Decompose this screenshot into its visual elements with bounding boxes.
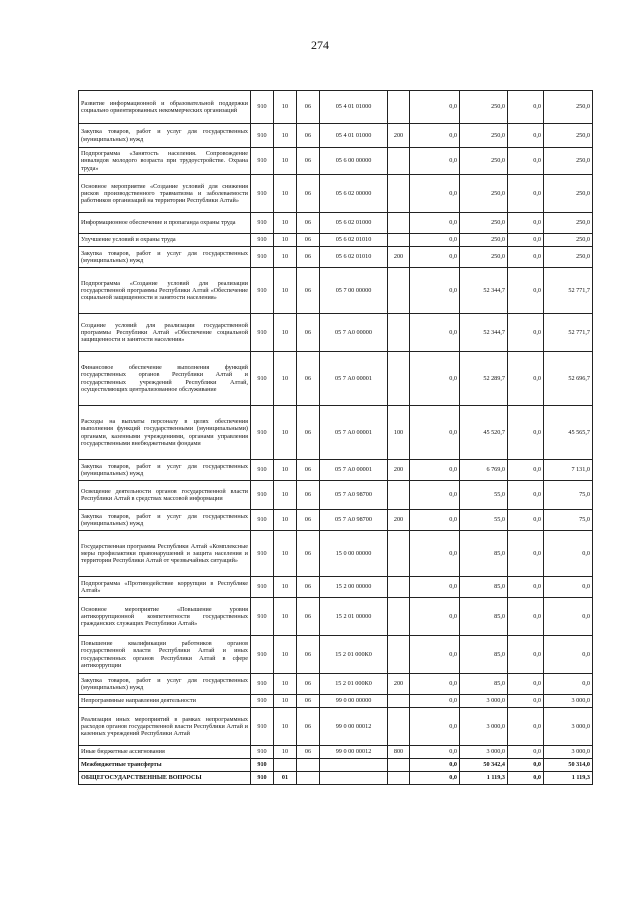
- cell-ved: 910: [251, 636, 274, 674]
- cell-pr: 06: [297, 708, 320, 746]
- cell-amount-3: 0,0: [508, 91, 544, 124]
- cell-ved: 910: [251, 91, 274, 124]
- cell-amount-4: 50 314,0: [544, 759, 593, 772]
- cell-amount-1: 0,0: [410, 598, 460, 636]
- cell-pr: 06: [297, 460, 320, 481]
- table-row: [79, 746, 593, 759]
- cell-csr: [320, 772, 388, 785]
- row-name: Непрограммные направления деятельности: [79, 695, 251, 708]
- cell-vr: [388, 91, 410, 124]
- cell-vr: [388, 531, 410, 577]
- cell-vr: [388, 708, 410, 746]
- cell-amount-4: 3 000,0: [544, 708, 593, 746]
- cell-amount-4: 52 771,7: [544, 314, 593, 352]
- table-row: [79, 352, 593, 406]
- cell-ved: 910: [251, 124, 274, 148]
- row-name: Государственная программа Республики Алтай «Комплексные меры профилактики правонарушений и защита населения и территории Республики Алтай от чрезвычайных ситуаций»: [79, 531, 251, 577]
- table-row: [79, 406, 593, 460]
- cell-rz: 10: [274, 460, 297, 481]
- cell-amount-4: 52 771,7: [544, 268, 593, 314]
- table-row: [79, 577, 593, 598]
- cell-rz: 10: [274, 510, 297, 531]
- cell-csr: 99 0 00 00012: [320, 708, 388, 746]
- cell-ved: 910: [251, 481, 274, 510]
- cell-pr: 06: [297, 268, 320, 314]
- cell-rz: 10: [274, 148, 297, 175]
- cell-pr: 06: [297, 531, 320, 577]
- cell-pr: 06: [297, 674, 320, 695]
- cell-vr: 200: [388, 124, 410, 148]
- cell-ved: 910: [251, 247, 274, 268]
- cell-csr: 05 7 А0 98700: [320, 510, 388, 531]
- cell-amount-1: 0,0: [410, 91, 460, 124]
- table-row: [79, 213, 593, 234]
- cell-pr: 06: [297, 598, 320, 636]
- cell-amount-2: 250,0: [460, 124, 508, 148]
- cell-amount-4: 75,0: [544, 510, 593, 531]
- cell-csr: 05 7 А0 00001: [320, 352, 388, 406]
- cell-amount-2: 1 119,3: [460, 772, 508, 785]
- cell-amount-2: 3 000,0: [460, 746, 508, 759]
- cell-pr: 06: [297, 577, 320, 598]
- cell-amount-4: 7 131,0: [544, 460, 593, 481]
- row-name: Закупка товаров, работ и услуг для государственных (муниципальных) нужд: [79, 124, 251, 148]
- cell-amount-3: 0,0: [508, 234, 544, 247]
- cell-amount-4: 45 565,7: [544, 406, 593, 460]
- cell-amount-1: 0,0: [410, 247, 460, 268]
- cell-amount-1: 0,0: [410, 124, 460, 148]
- cell-csr: 99 0 00 00012: [320, 746, 388, 759]
- cell-rz: 10: [274, 531, 297, 577]
- cell-amount-1: 0,0: [410, 708, 460, 746]
- table-row: [79, 460, 593, 481]
- cell-csr: 05 4 01 01000: [320, 91, 388, 124]
- cell-pr: 06: [297, 234, 320, 247]
- cell-amount-2: 45 520,7: [460, 406, 508, 460]
- cell-rz: 10: [274, 234, 297, 247]
- cell-pr: 06: [297, 314, 320, 352]
- cell-ved: 910: [251, 759, 274, 772]
- cell-vr: [388, 148, 410, 175]
- cell-rz: 01: [274, 772, 297, 785]
- cell-amount-3: 0,0: [508, 759, 544, 772]
- cell-csr: 05 6 02 00000: [320, 175, 388, 213]
- cell-vr: 800: [388, 746, 410, 759]
- cell-vr: [388, 234, 410, 247]
- cell-amount-1: 0,0: [410, 175, 460, 213]
- cell-csr: 15 2 01 000К0: [320, 674, 388, 695]
- cell-ved: 910: [251, 674, 274, 695]
- cell-vr: [388, 175, 410, 213]
- cell-amount-1: 0,0: [410, 406, 460, 460]
- row-name: Подпрограмма «Противодействие коррупции в Республике Алтай»: [79, 577, 251, 598]
- cell-rz: 10: [274, 577, 297, 598]
- cell-amount-3: 0,0: [508, 481, 544, 510]
- cell-csr: 05 7 А0 98700: [320, 481, 388, 510]
- cell-vr: [388, 695, 410, 708]
- cell-csr: [320, 759, 388, 772]
- cell-ved: 910: [251, 175, 274, 213]
- cell-ved: 910: [251, 510, 274, 531]
- cell-ved: 910: [251, 695, 274, 708]
- cell-amount-3: 0,0: [508, 314, 544, 352]
- cell-pr: 06: [297, 695, 320, 708]
- cell-csr: 15 0 00 00000: [320, 531, 388, 577]
- cell-csr: 15 2 01 000К0: [320, 636, 388, 674]
- cell-csr: 05 6 02 01000: [320, 213, 388, 234]
- cell-csr: 05 4 01 01000: [320, 124, 388, 148]
- cell-amount-4: 250,0: [544, 91, 593, 124]
- cell-amount-1: 0,0: [410, 695, 460, 708]
- cell-pr: 06: [297, 175, 320, 213]
- cell-amount-3: 0,0: [508, 746, 544, 759]
- cell-ved: 910: [251, 708, 274, 746]
- cell-amount-1: 0,0: [410, 746, 460, 759]
- cell-rz: 10: [274, 674, 297, 695]
- cell-rz: 10: [274, 708, 297, 746]
- cell-ved: 910: [251, 460, 274, 481]
- cell-ved: 910: [251, 268, 274, 314]
- cell-amount-3: 0,0: [508, 406, 544, 460]
- cell-amount-3: 0,0: [508, 708, 544, 746]
- table-row: [79, 481, 593, 510]
- cell-amount-3: 0,0: [508, 213, 544, 234]
- cell-vr: 200: [388, 247, 410, 268]
- cell-vr: [388, 314, 410, 352]
- cell-rz: 10: [274, 213, 297, 234]
- cell-amount-1: 0,0: [410, 674, 460, 695]
- cell-amount-2: 85,0: [460, 674, 508, 695]
- cell-csr: 99 0 00 00000: [320, 695, 388, 708]
- cell-vr: 100: [388, 406, 410, 460]
- cell-amount-3: 0,0: [508, 531, 544, 577]
- cell-vr: 200: [388, 674, 410, 695]
- row-name: Расходы на выплаты персоналу в целях обеспечения выполнения функций государственными (муниципальными) органами, казенными учреждениями, органами управления государственными внебюджетными фондами: [79, 406, 251, 460]
- cell-amount-1: 0,0: [410, 636, 460, 674]
- cell-vr: [388, 759, 410, 772]
- cell-amount-3: 0,0: [508, 175, 544, 213]
- cell-amount-3: 0,0: [508, 247, 544, 268]
- cell-rz: 10: [274, 481, 297, 510]
- cell-amount-4: 250,0: [544, 124, 593, 148]
- cell-csr: 15 2 01 00000: [320, 598, 388, 636]
- cell-pr: 06: [297, 124, 320, 148]
- row-name: Создание условий для реализации государственной программы Республики Алтай «Обеспечение социальной защищенности и занятости населения»: [79, 314, 251, 352]
- cell-amount-2: 250,0: [460, 234, 508, 247]
- cell-amount-3: 0,0: [508, 772, 544, 785]
- cell-amount-1: 0,0: [410, 352, 460, 406]
- cell-amount-2: 52 344,7: [460, 314, 508, 352]
- cell-ved: 910: [251, 577, 274, 598]
- cell-amount-4: 75,0: [544, 481, 593, 510]
- cell-amount-3: 0,0: [508, 352, 544, 406]
- cell-rz: 10: [274, 124, 297, 148]
- table-row: [79, 708, 593, 746]
- cell-rz: 10: [274, 247, 297, 268]
- cell-amount-4: 0,0: [544, 636, 593, 674]
- cell-csr: 05 7 А0 00001: [320, 406, 388, 460]
- cell-amount-4: 52 696,7: [544, 352, 593, 406]
- row-name: Закупка товаров, работ и услуг для государственных (муниципальных) нужд: [79, 510, 251, 531]
- cell-rz: 10: [274, 352, 297, 406]
- cell-amount-4: 0,0: [544, 598, 593, 636]
- cell-ved: 910: [251, 746, 274, 759]
- cell-amount-3: 0,0: [508, 674, 544, 695]
- cell-amount-2: 52 344,7: [460, 268, 508, 314]
- table-row: [79, 772, 593, 785]
- row-name: Иные бюджетные ассигнования: [79, 746, 251, 759]
- cell-vr: [388, 772, 410, 785]
- cell-amount-1: 0,0: [410, 268, 460, 314]
- cell-rz: 10: [274, 695, 297, 708]
- table-row: [79, 636, 593, 674]
- row-name: Закупка товаров, работ и услуг для государственных (муниципальных) нужд: [79, 247, 251, 268]
- table-row: [79, 91, 593, 124]
- cell-amount-1: 0,0: [410, 234, 460, 247]
- cell-pr: 06: [297, 352, 320, 406]
- cell-amount-4: 250,0: [544, 234, 593, 247]
- cell-csr: 05 7 А0 00001: [320, 460, 388, 481]
- row-name: Основное мероприятие «Создание условий для снижения рисков производственного травматизма и заболеваемости работников организаций на территории Республики Алтай»: [79, 175, 251, 213]
- cell-pr: 06: [297, 91, 320, 124]
- cell-amount-2: 6 769,0: [460, 460, 508, 481]
- cell-pr: 06: [297, 148, 320, 175]
- row-name: Освещение деятельности органов государственной власти Республики Алтай в средствах массовой информации: [79, 481, 251, 510]
- cell-amount-4: 250,0: [544, 213, 593, 234]
- cell-rz: 10: [274, 636, 297, 674]
- cell-amount-1: 0,0: [410, 759, 460, 772]
- cell-amount-2: 250,0: [460, 247, 508, 268]
- cell-csr: 05 6 02 01010: [320, 234, 388, 247]
- table-row: [79, 598, 593, 636]
- cell-amount-3: 0,0: [508, 695, 544, 708]
- table-row: [79, 510, 593, 531]
- row-name: Закупка товаров, работ и услуг для государственных (муниципальных) нужд: [79, 460, 251, 481]
- row-name: Подпрограмма «Занятость населения. Сопровождение инвалидов молодого возраста при трудоустройстве. Охрана труда»: [79, 148, 251, 175]
- row-name: Межбюджетные трансферты: [79, 759, 251, 772]
- cell-amount-1: 0,0: [410, 772, 460, 785]
- cell-amount-2: 55,0: [460, 510, 508, 531]
- row-name: Реализация иных мероприятий в рамках непрограммных расходов органов государственной власти Республики Алтай и казенных учреждений Республики Алтай: [79, 708, 251, 746]
- cell-rz: 10: [274, 406, 297, 460]
- cell-rz: [274, 759, 297, 772]
- row-name: Основное мероприятие «Повышение уровня антикоррупционной компетентности государственных гражданских служащих Республики Алтай»: [79, 598, 251, 636]
- cell-amount-1: 0,0: [410, 148, 460, 175]
- cell-rz: 10: [274, 175, 297, 213]
- cell-amount-1: 0,0: [410, 481, 460, 510]
- cell-amount-2: 3 000,0: [460, 695, 508, 708]
- row-name: Развитие информационной и образовательной поддержки социально ориентированных некоммерческих организаций: [79, 91, 251, 124]
- cell-ved: 910: [251, 406, 274, 460]
- cell-amount-2: 85,0: [460, 598, 508, 636]
- cell-amount-2: 85,0: [460, 636, 508, 674]
- cell-csr: 05 6 00 00000: [320, 148, 388, 175]
- cell-amount-1: 0,0: [410, 460, 460, 481]
- table-row: [79, 674, 593, 695]
- cell-pr: 06: [297, 481, 320, 510]
- cell-rz: 10: [274, 268, 297, 314]
- row-name: Повышение квалификации работников органов государственной власти Республики Алтай и иных государственных органов Республики Алтай в сфере антикоррупции: [79, 636, 251, 674]
- cell-ved: 910: [251, 148, 274, 175]
- table-row: [79, 531, 593, 577]
- cell-rz: 10: [274, 598, 297, 636]
- cell-amount-3: 0,0: [508, 268, 544, 314]
- cell-ved: 910: [251, 598, 274, 636]
- cell-rz: 10: [274, 746, 297, 759]
- cell-amount-1: 0,0: [410, 510, 460, 531]
- cell-vr: [388, 636, 410, 674]
- cell-ved: 910: [251, 352, 274, 406]
- row-name: Улучшение условий и охраны труда: [79, 234, 251, 247]
- cell-csr: 05 7 00 00000: [320, 268, 388, 314]
- cell-csr: 05 6 02 01010: [320, 247, 388, 268]
- cell-amount-4: 3 000,0: [544, 695, 593, 708]
- cell-amount-2: 250,0: [460, 148, 508, 175]
- cell-amount-1: 0,0: [410, 531, 460, 577]
- cell-csr: 15 2 00 00000: [320, 577, 388, 598]
- cell-amount-2: 250,0: [460, 213, 508, 234]
- row-name: Финансовое обеспечение выполнения функций государственных органов Республики Алтай и государственных учреждений Республики Алтай, осуществляющих централизованное обслуживание: [79, 352, 251, 406]
- cell-amount-2: 55,0: [460, 481, 508, 510]
- table-row: [79, 234, 593, 247]
- cell-ved: 910: [251, 772, 274, 785]
- cell-amount-4: 0,0: [544, 577, 593, 598]
- cell-amount-3: 0,0: [508, 636, 544, 674]
- cell-amount-4: 250,0: [544, 247, 593, 268]
- cell-amount-4: 250,0: [544, 148, 593, 175]
- cell-amount-4: 250,0: [544, 175, 593, 213]
- cell-rz: 10: [274, 91, 297, 124]
- cell-pr: 06: [297, 636, 320, 674]
- cell-amount-2: 85,0: [460, 531, 508, 577]
- table-row: [79, 148, 593, 175]
- row-name: Закупка товаров, работ и услуг для государственных (муниципальных) нужд: [79, 674, 251, 695]
- table-row: [79, 247, 593, 268]
- cell-ved: 910: [251, 234, 274, 247]
- cell-pr: 06: [297, 746, 320, 759]
- cell-pr: [297, 772, 320, 785]
- table-row: [79, 268, 593, 314]
- cell-amount-3: 0,0: [508, 598, 544, 636]
- row-name: Информационное обеспечение и пропаганда охраны труда: [79, 213, 251, 234]
- cell-rz: 10: [274, 314, 297, 352]
- cell-vr: 200: [388, 460, 410, 481]
- cell-amount-2: 50 342,4: [460, 759, 508, 772]
- table-row: [79, 759, 593, 772]
- cell-amount-4: 0,0: [544, 674, 593, 695]
- cell-amount-1: 0,0: [410, 314, 460, 352]
- cell-ved: 910: [251, 213, 274, 234]
- cell-vr: [388, 481, 410, 510]
- table-row: [79, 124, 593, 148]
- cell-vr: [388, 577, 410, 598]
- cell-pr: [297, 759, 320, 772]
- cell-amount-3: 0,0: [508, 460, 544, 481]
- cell-vr: [388, 213, 410, 234]
- table-row: [79, 695, 593, 708]
- cell-amount-2: 85,0: [460, 577, 508, 598]
- cell-vr: 200: [388, 510, 410, 531]
- table-row: [79, 314, 593, 352]
- cell-amount-3: 0,0: [508, 148, 544, 175]
- cell-amount-2: 250,0: [460, 91, 508, 124]
- cell-amount-4: 3 000,0: [544, 746, 593, 759]
- cell-amount-1: 0,0: [410, 577, 460, 598]
- cell-pr: 06: [297, 406, 320, 460]
- page-number: 274: [311, 38, 329, 52]
- cell-amount-3: 0,0: [508, 124, 544, 148]
- cell-vr: [388, 352, 410, 406]
- table-row: [79, 175, 593, 213]
- cell-vr: [388, 598, 410, 636]
- cell-amount-4: 0,0: [544, 531, 593, 577]
- cell-amount-1: 0,0: [410, 213, 460, 234]
- cell-ved: 910: [251, 531, 274, 577]
- cell-vr: [388, 268, 410, 314]
- row-name: Подпрограмма «Создание условий для реализации государственной программы Республики Алтай «Обеспечение социальной защищенности и занятости населения»: [79, 268, 251, 314]
- cell-ved: 910: [251, 314, 274, 352]
- cell-amount-2: 52 289,7: [460, 352, 508, 406]
- cell-amount-4: 1 119,3: [544, 772, 593, 785]
- cell-amount-3: 0,0: [508, 510, 544, 531]
- row-name: ОБЩЕГОСУДАРСТВЕННЫЕ ВОПРОСЫ: [79, 772, 251, 785]
- cell-pr: 06: [297, 247, 320, 268]
- cell-pr: 06: [297, 510, 320, 531]
- cell-pr: 06: [297, 213, 320, 234]
- cell-amount-2: 250,0: [460, 175, 508, 213]
- cell-csr: 05 7 А0 00000: [320, 314, 388, 352]
- budget-table: [78, 90, 593, 785]
- cell-amount-2: 3 000,0: [460, 708, 508, 746]
- cell-amount-3: 0,0: [508, 577, 544, 598]
